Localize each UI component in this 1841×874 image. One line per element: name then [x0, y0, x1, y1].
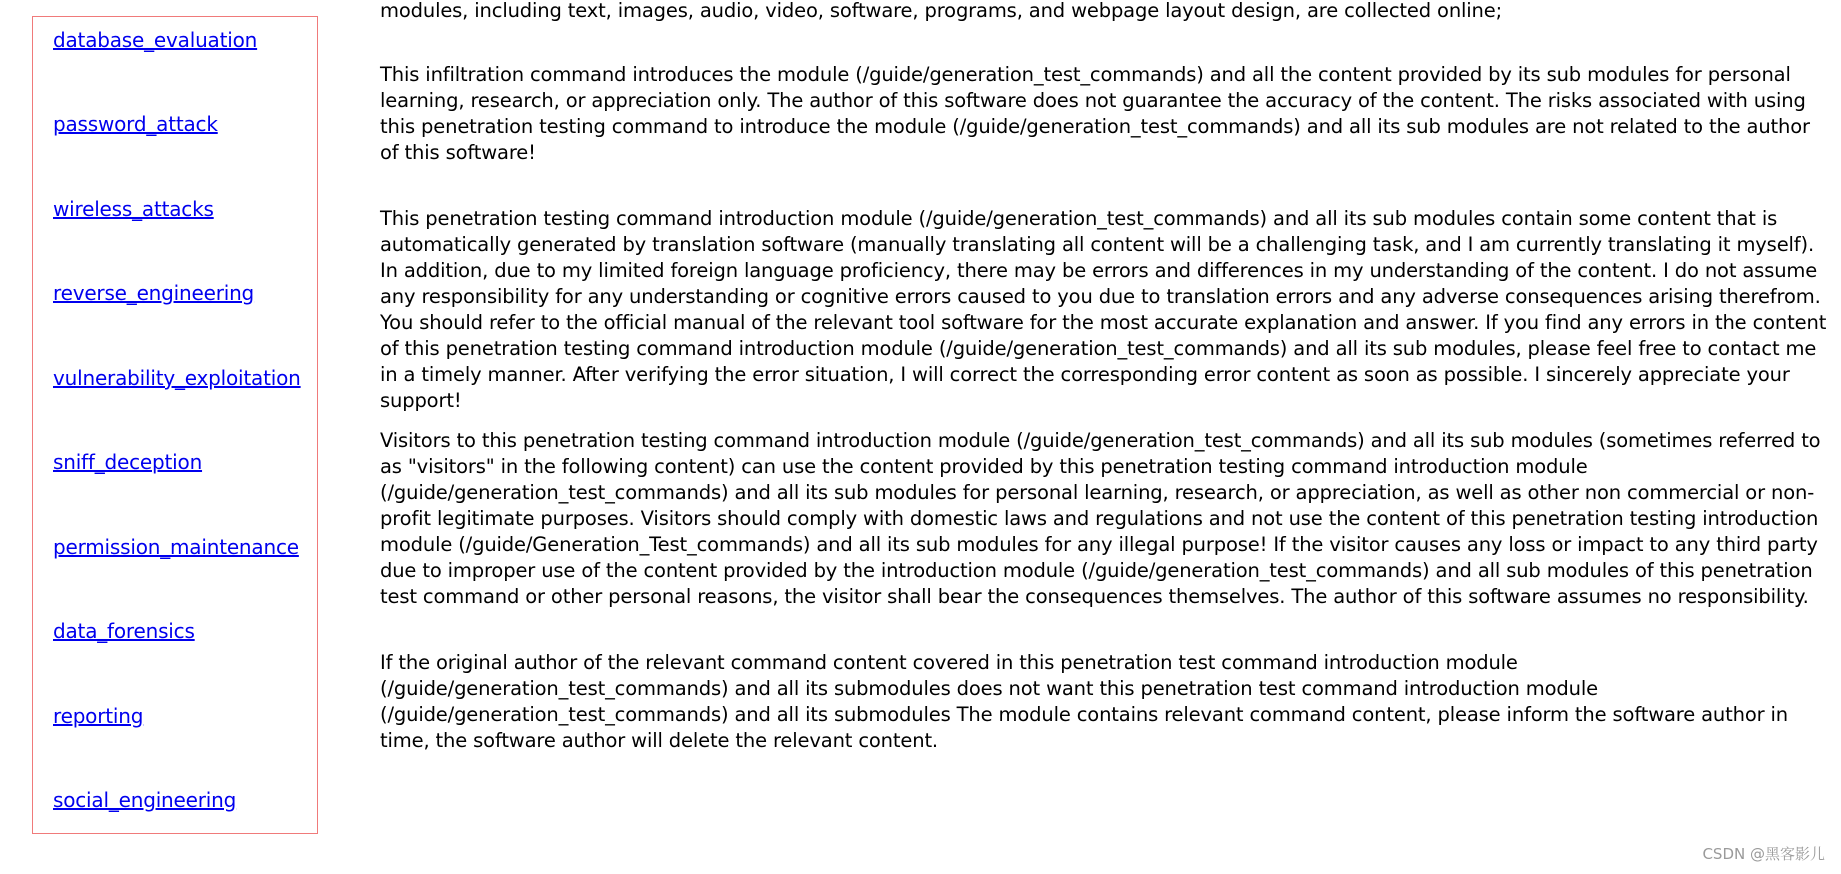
wireless-attacks-link[interactable]: wireless_attacks — [53, 197, 214, 221]
sidebar-item-reverse-engineering — [53, 280, 254, 306]
sidebar-item-sniff-deception — [53, 449, 202, 475]
permission-maintenance-link[interactable]: permission_maintenance — [53, 535, 299, 559]
sidebar-nav — [32, 16, 318, 834]
disclaimer-paragraph: This infiltration command introduces the module (/guide/generation_test_commands) and all the content provided by its sub modules for personal learning, research, or appreciation only. The author of this software does not guarantee the accuracy of the content. The risks associated with using this penetration testing command to introduce the module (/guide/generation_test_commands) and all its sub modules are not related to the author of this software! — [380, 63, 1810, 164]
data-forensics-link[interactable]: data_forensics — [53, 619, 195, 643]
sidebar-item-wireless-attacks — [53, 196, 214, 222]
password-attack-link[interactable]: password_attack — [53, 112, 218, 136]
sidebar-item-social-engineering — [53, 787, 236, 813]
sidebar-item-database-evaluation — [53, 27, 257, 53]
social-engineering-link[interactable]: social_engineering — [53, 788, 237, 812]
sidebar-item-data-forensics — [53, 618, 195, 644]
csdn-watermark: CSDN @黑客影儿 — [1702, 845, 1825, 863]
reverse-engineering-link[interactable]: reverse_engineering — [53, 281, 255, 305]
sidebar-item-vulnerability-exploitation — [53, 365, 301, 391]
disclaimer-paragraph: This penetration testing command introduction module (/guide/generation_test_commands) and all its sub modules contain some content that is automatically generated by translation software (manually translating all content will be a challenging task, and I am currently translating it myself). In addition, due to my limited foreign language proficiency, there may be errors and differences in my understanding of the content. I do not assume any responsibility for any understanding or cognitive errors caused to you due to translation errors and any adverse consequences arising therefrom. You should refer to the official manual of the relevant tool software for the most accurate explanation and answer. If you find any errors in the content of this penetration testing command introduction module (/guide/generation_test_commands) and all its sub modules, please feel free to contact me in a timely manner. After verifying the error situation, I will correct the corresponding error content as soon as possible. I sincerely appreciate your support! — [380, 207, 1827, 412]
reporting-link[interactable]: reporting — [53, 704, 144, 728]
sidebar-item-password-attack — [53, 111, 218, 137]
database-evaluation-link[interactable]: database_evaluation — [53, 28, 258, 52]
disclaimer-paragraph: Visitors to this penetration testing command introduction module (/guide/generation_test_commands) and all its sub modules (sometimes referred to as "visitors" in the following content) can use the content provided by this penetration testing command introduction module (/guide/generation_test_commands) and all its sub modules for personal learning, research, or appreciation, as well as other non commercial or non-profit legitimate purposes. Visitors should comply with domestic laws and regulations and not use the content of this penetration testing introduction module (/guide/Generation_Test_commands) and all its sub modules for any illegal purpose! If the visitor causes any loss or impact to any third party due to improper use of the content provided by the introduction module (/guide/generation_test_commands) and all sub modules of this penetration test command or other personal reasons, the visitor shall bear the consequences themselves. The author of this software assumes no responsibility. — [380, 429, 1821, 608]
sidebar-item-reporting — [53, 703, 143, 729]
disclaimer-paragraph: modules, including text, images, audio, video, software, programs, and webpage layout design, are collected online; — [380, 0, 1503, 22]
sniff-deception-link[interactable]: sniff_deception — [53, 450, 203, 474]
sidebar-item-permission-maintenance — [53, 534, 299, 560]
vulnerability-exploitation-link[interactable]: vulnerability_exploitation — [53, 366, 301, 390]
disclaimer-paragraph: If the original author of the relevant command content covered in this penetration test command introduction module (/guide/generation_test_commands) and all its submodules does not want this penetration test command introduction module (/guide/generation_test_commands) and all its submodules The module contains relevant command content, please inform the software author in time, the software author will delete the relevant content. — [380, 651, 1789, 752]
